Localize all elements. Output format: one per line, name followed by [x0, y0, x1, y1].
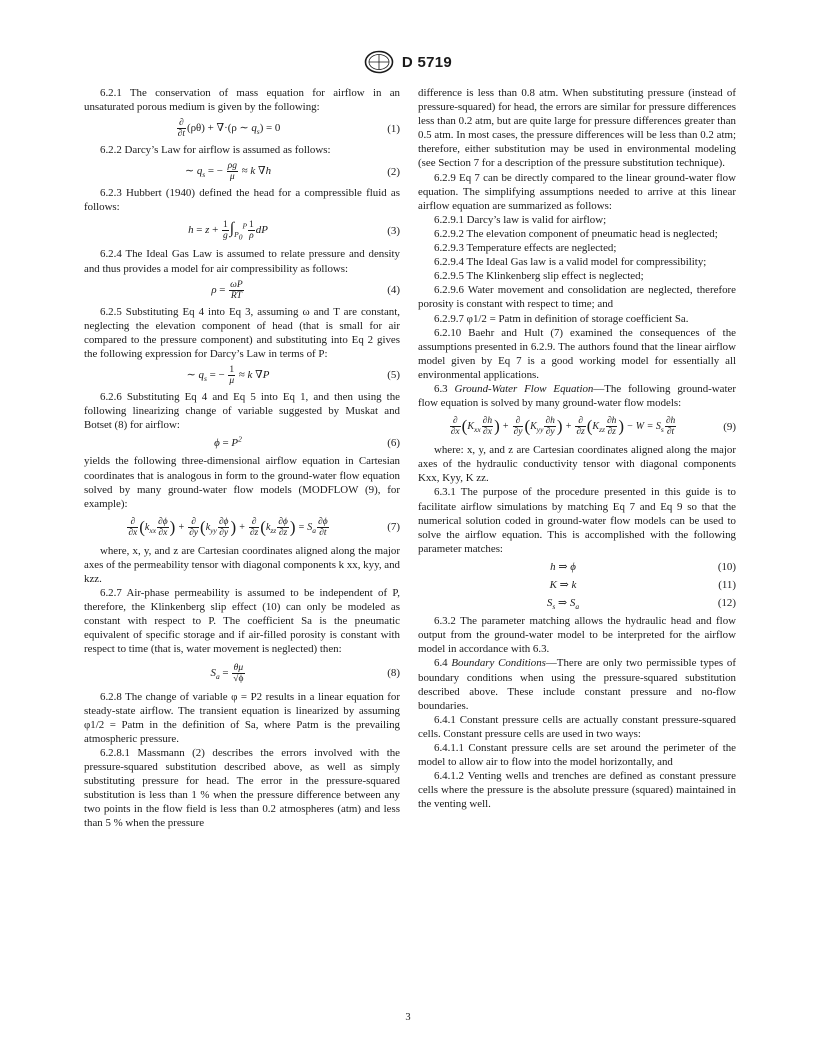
para-6-2-9-4: 6.2.9.4 The Ideal Gas law is a valid model for compressibility;: [434, 256, 707, 269]
para-6-2-7: 6.2.7 Air-phase permeability is assumed to be independent of P, therefore, the Klinkenberg slip effect (10) can only be modeled as constant with respect to P. The coefficient Sa is the pneumatic equivalent of specific storage and if air-filled porosity is constant with respect to time (that is, water movement is neglected) then:: [84, 587, 400, 656]
section-text: —There are only two permissible types of boundary conditions when using the pressure-squared substitution described above. These include constant pressure and no-flow boundaries.: [418, 657, 736, 712]
para-6-4-1-2: 6.4.1.2 Venting wells and trenches are defined as constant pressure cells where the pressure is the absolute pressure (squared) maintained in the venting well.: [418, 770, 736, 811]
equation-10: h ⇒ ϕ (10): [550, 560, 736, 573]
para-6-2-9-7: 6.2.9.7 φ1/2 = Patm in definition of storage coefficient Sa.: [434, 312, 689, 325]
para-6-4: [418, 656, 736, 712]
section-title: Boundary Conditions: [451, 657, 546, 670]
equation-4: ρ = $\frac{\omega P}{RT}$ (4): [211, 279, 400, 301]
equation-7: $\frac{\partial}{\partial x}$ ($k_{xx}$ $\frac{\partial\phi}{\partial x}$ ) + $\frac{\partial}{\partial y}$ ($k_{yy}$ $\frac{\partial\phi}{\partial y}$ ) + $\frac{\partial}{\partial z}$ ($k_{zz}$ $\frac{\partial\phi}{\partial z}$ ) = $S_a$ $\frac{\partial\phi}{\partial t}$ (7): [128, 516, 400, 538]
para-6-3: [418, 382, 736, 410]
para-6-2-6-b: yields the following three-dimensional airflow equation in Cartesian coordinates that is analogous in form to the ground-water flow equation solved by many ground-water flow models (MODFLOW (9), for example):: [84, 455, 400, 510]
equation-number: (8): [387, 666, 400, 679]
para-6-2-9: 6.2.9 Eq 7 can be directly compared to the linear ground-water flow equation. The simplifying assumptions needed to arrive at this linear airflow equation are summarized as follows:: [418, 171, 736, 212]
para-6-2-6: 6.2.6 Substituting Eq 4 and Eq 5 into Eq 1, and then using the following linearizing change of variable suggested by Muskat and Botset (8) for airflow:: [84, 391, 400, 432]
para-6-3-2: 6.3.2 The parameter matching allows the hydraulic head and flow output from the ground-water model to be interpreted for the airflow model in accordance with 6.3.: [418, 615, 736, 656]
section-text: —The following ground-water flow equation is solved by many ground-water flow models:: [418, 382, 736, 410]
equation-3: h = z + $\frac{1}{g}$ $\int_{P_0}^P$ $\frac{1}{\rho}$ dP (3): [188, 220, 400, 242]
para-6-2-8-1: 6.2.8.1 Massmann (2) describes the errors involved with the pressure-squared substitution described above, as well as simply substituting pressure for head. The error in the pressure-squared substitution is less than 1 % when the pressure difference between any two points in the flow field is less than 0.2 atmospheres (atm) and less than 5 % when the pressure: [84, 746, 400, 830]
para-6-2-5: 6.2.5 Substituting Eq 4 into Eq 3, assuming ω and T are constant, neglecting the elevation component of head (that is small for air compared to the pressure component) and substituting into Eq 2 gives the following expression for Darcy’s Law in terms of P:: [84, 305, 400, 360]
equation-number: (11): [718, 579, 736, 591]
para-6-2-4: 6.2.4 The Ideal Gas Law is assumed to relate pressure and density and thus provides a model for air compressibility as follows:: [84, 248, 400, 275]
para-6-4-1-1: 6.4.1.1 Constant pressure cells are set around the perimeter of the model to allow air to flow into the model horizontally, and: [418, 742, 736, 769]
equation-number: (7): [387, 521, 400, 534]
page-number: 3: [405, 1012, 411, 1023]
equation-number: (2): [387, 165, 400, 178]
equation-5: ∼ $q_s$ = − $\frac{1}{\mu}$ ≈ k ∇P (5): [186, 365, 400, 387]
para-6-2-6-c: where, x, y, and z are Cartesian coordinates aligned along the major axes of the permeability tensor with diagonal components k xx, kyy, and kzz.: [84, 544, 400, 585]
para-6-3-b: where: x, y, and z are Cartesian coordinates aligned along the major axes of the hydraulic conductivity tensor with diagonal components Kxx, Kyy, K zz.: [418, 444, 736, 485]
para-6-2-10: 6.2.10 Baehr and Hult (7) examined the consequences of the assumptions presented in 6.2.9. The authors found that the linear airflow model given by Eq 7 is a good working model for essentially all environmental applications.: [418, 326, 736, 381]
equation-11: K ⇒ k (11): [549, 579, 736, 591]
para-6-2-8-1-cont: difference is less than 0.8 atm. When substituting pressure (instead of pressure-squared) for head, the errors are similar for pressure differences less than 0.2 atm, but are quite large for pressure differences greater than 0.5 atm. In most cases, the pressure differences will be less than 0.2 atm; therefore, either substitution may be used in environmental modeling (see Section 7 for a description of the pressure substitution technique).: [418, 87, 736, 170]
equation-number: (5): [387, 369, 400, 382]
para-6-2-9-5: 6.2.9.5 The Klinkenberg slip effect is neglected;: [434, 270, 644, 283]
section-number: 6.3: [434, 382, 448, 395]
equation-number: (3): [387, 224, 400, 237]
para-6-4-1: 6.4.1 Constant pressure cells are actually constant pressure-squared cells. Constant pressure cells are used in two ways:: [418, 713, 736, 740]
equation-9: $\frac{\partial}{\partial x}$ ($K_{xx}$ $\frac{\partial h}{\partial x}$ ) + $\frac{\partial}{\partial y}$ ($K_{yy}$ $\frac{\partial h}{\partial y}$ ) + $\frac{\partial}{\partial z}$ ($K_{zz}$ $\frac{\partial h}{\partial z}$ ) − $W = S_s$ $\frac{\partial h}{\partial t}$ (9): [450, 416, 736, 438]
equation-number: (9): [723, 420, 736, 433]
para-6-2-9-6: 6.2.9.6 Water movement and consolidation are neglected, therefore porosity is constant with respect to time; and: [418, 284, 736, 311]
para-6-3-1: 6.3.1 The purpose of the procedure presented in this guide is to facilitate airflow simulations by matching Eq 7 and Eq 9 so that the numerical solution coded in ground-water flow models can be used to solve the airflow equation. This is accomplished with the following parameter matches:: [418, 486, 736, 555]
para-6-2-9-1: 6.2.9.1 Darcy’s law is valid for airflow;: [434, 213, 607, 226]
equation-8: $S_a$ = $\frac{\theta\mu}{√\phi}$ (8): [210, 662, 400, 684]
para-6-2-3: 6.2.3 Hubbert (1940) defined the head for a compressible fluid as follows:: [84, 187, 400, 214]
equation-number: (1): [387, 122, 400, 135]
para-6-2-2: 6.2.2 Darcy’s Law for airflow is assumed as follows:: [100, 144, 331, 157]
left-column: [84, 86, 400, 830]
right-column: [418, 86, 736, 812]
para-6-2-9-2: 6.2.9.2 The elevation component of pneumatic head is neglected;: [434, 227, 718, 240]
equation-number: (4): [387, 284, 400, 297]
section-title: Ground-Water Flow Equation: [454, 382, 594, 395]
equation-number: (12): [717, 597, 736, 610]
equation-number: (6): [387, 437, 400, 450]
para-6-2-8: 6.2.8 The change of variable φ = P2 results in a linear equation for steady-state airflow. The transient equation is linearized by assuming φ1/2 = Patm in the definition of Sa, where Patm is the prevailing atmospheric pressure.: [84, 690, 400, 745]
page-header: [0, 50, 816, 74]
para-6-2-1: 6.2.1 The conservation of mass equation for airflow in an unsaturated porous medium is given by the following:: [84, 87, 400, 114]
document-id: D 5719: [401, 53, 453, 71]
para-6-2-9-3: 6.2.9.3 Temperature effects are neglected;: [434, 242, 617, 255]
equation-12: $S_s$ ⇒ $S_a$ (12): [546, 597, 736, 612]
equation-2: ∼ $q_s$ = − $\frac{\rho g}{\mu}$ ≈ k ∇h (2): [184, 161, 400, 183]
equation-number: (10): [717, 560, 736, 573]
section-number: 6.4: [434, 657, 448, 670]
astm-logo-icon: [364, 50, 394, 74]
equation-1: $\frac{\partial}{\partial t}$ (ρθ) + ∇·(ρ ∼ $q_s) = 0$ (1): [177, 118, 400, 140]
equation-6: $\phi = P^2$ (6): [214, 434, 400, 450]
